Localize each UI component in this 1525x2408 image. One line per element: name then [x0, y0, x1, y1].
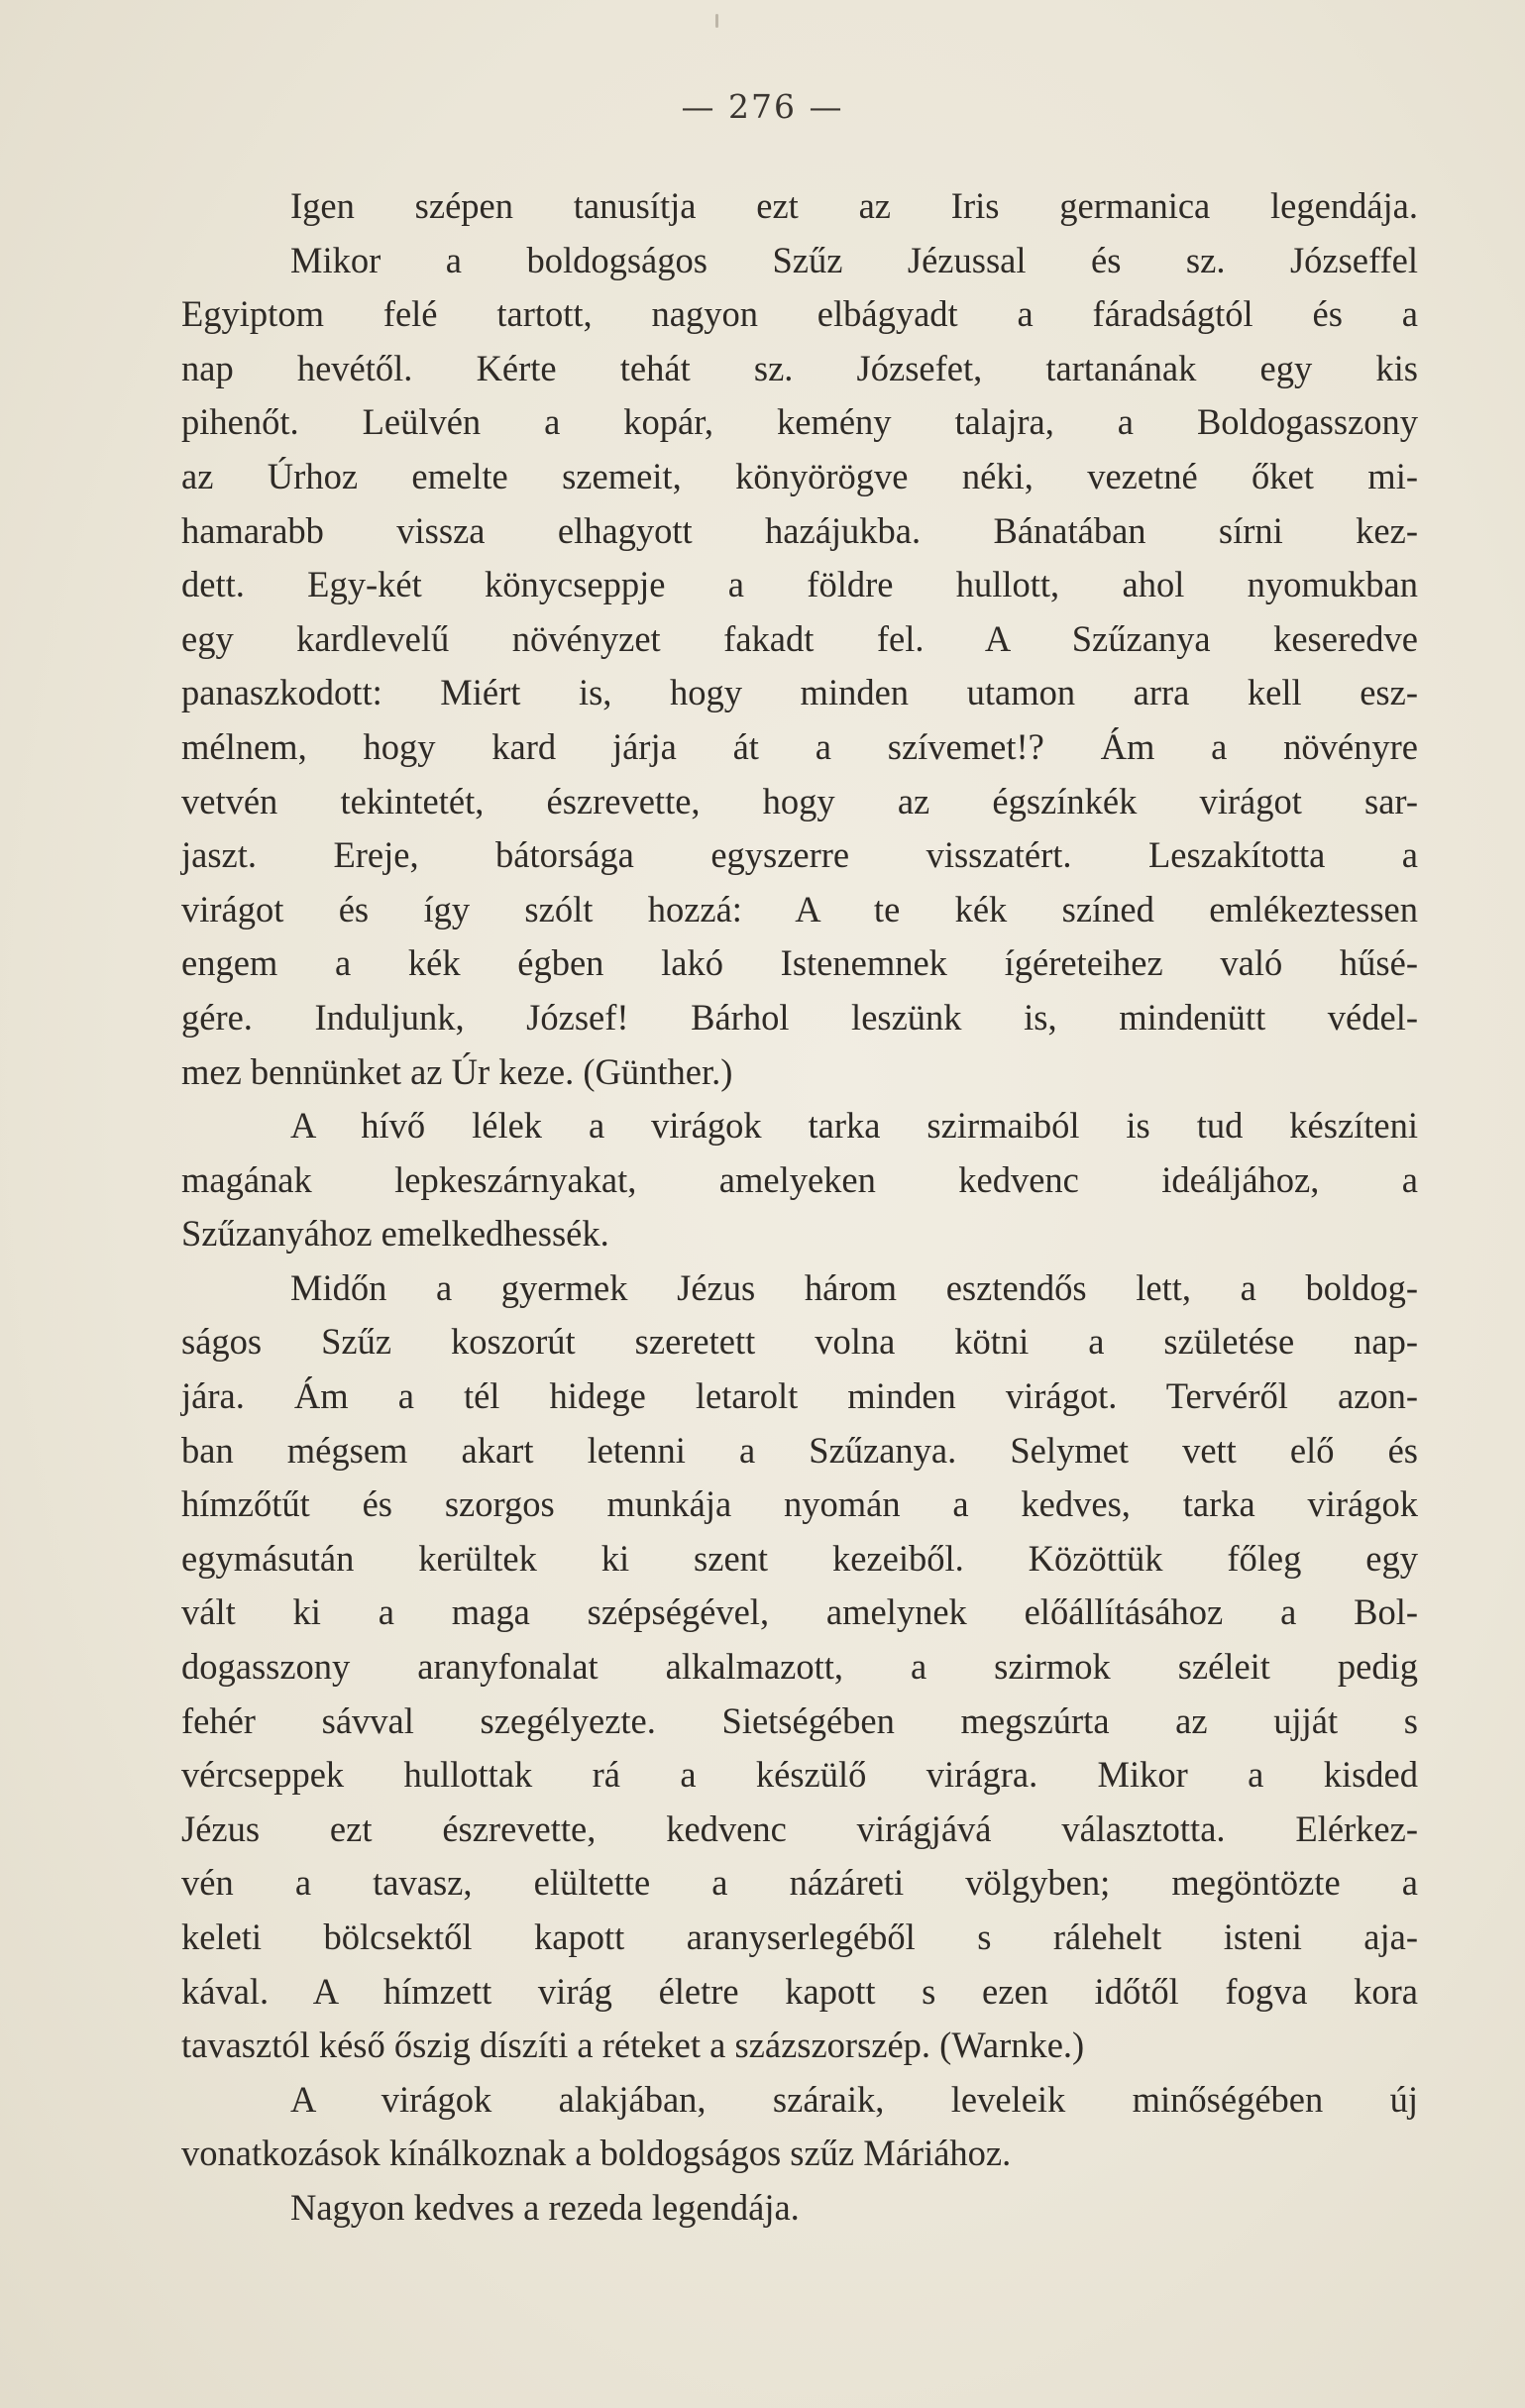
text-line: nap hevétől. Kérte tehát sz. Józsefet, tartanának egy kis — [181, 347, 1418, 388]
text-line: hímzőtűt és szorgos munkája nyomán a kedves, tarka virágok — [181, 1483, 1418, 1525]
text-line: Igen szépen tanusítja ezt az Iris germanica legendája. — [290, 185, 1418, 226]
text-line: virágot és így szólt hozzá: A te kék színed emlékeztessen — [181, 888, 1418, 930]
text-line: fehér sávval szegélyezte. Sietségében megszúrta az ujját s — [181, 1699, 1418, 1741]
body-text — [181, 179, 1418, 2236]
text-line: Egyiptom felé tartott, nagyon elbágyadt a fáradságtól és a — [181, 293, 1418, 335]
text-line: panaszkodott: Miért is, hogy minden utamon arra kell esz- — [181, 672, 1418, 713]
text-line: dett. Egy-két könycseppje a földre hullott, ahol nyomukban — [181, 564, 1418, 605]
text-line: hamarabb vissza elhagyott hazájukba. Bánatában sírni kez- — [181, 509, 1418, 551]
text-line: az Úrhoz emelte szemeit, könyörögve néki, vezetné őket mi- — [181, 455, 1418, 496]
text-line: engem a kék égben lakó Istenemnek ígéreteihez való hűsé- — [181, 942, 1418, 984]
text-line: tavasztól késő őszig díszíti a réteket a százszorszép. (Warnke.) — [181, 2025, 1085, 2066]
text-line: vált ki a maga szépségével, amelynek előállításához a Bol- — [181, 1591, 1418, 1633]
text-line: A hívő lélek a virágok tarka szirmaiból is tud készíteni — [290, 1105, 1418, 1147]
page-number: — 276 — — [681, 87, 844, 126]
text-line: Nagyon kedves a rezeda legendája. — [290, 2186, 800, 2228]
text-line: keleti bölcsektől kapott aranyserlegéből s rálehelt isteni aja- — [181, 1916, 1418, 1957]
text-line: egymásután kerültek ki szent kezeiből. Közöttük főleg egy — [181, 1537, 1418, 1579]
text-line: pihenőt. Leülvén a kopár, kemény talajra, a Boldogasszony — [181, 401, 1418, 443]
text-line: vonatkozások kínálkoznak a boldogságos szűz Máriához. — [181, 2133, 1012, 2174]
text-line: Midőn a gyermek Jézus három esztendős lett, a boldog- — [290, 1266, 1418, 1308]
text-line: Mikor a boldogságos Szűz Jézussal és sz. Józseffel — [290, 239, 1418, 280]
text-line: kával. A hímzett virág életre kapott s ezen időtől fogva kora — [181, 1970, 1418, 2012]
text-line: magának lepkeszárnyakat, amelyeken kedvenc ideáljához, a — [181, 1158, 1418, 1200]
text-line: ságos Szűz koszorút szeretett volna kötni a születése nap- — [181, 1321, 1418, 1363]
text-line: vércseppek hullottak rá a készülő virágra. Mikor a kisded — [181, 1754, 1418, 1796]
text-line: gére. Induljunk, József! Bárhol leszünk is, mindenütt védel- — [181, 996, 1418, 1038]
text-line: egy kardlevelű növényzet fakadt fel. A Szűzanya keseredve — [181, 617, 1418, 659]
text-line: jára. Ám a tél hidege letarolt minden virágot. Tervéről azon- — [181, 1375, 1418, 1417]
text-line: A virágok alakjában, száraik, leveleik minőségében új — [290, 2078, 1418, 2120]
text-line: ban mégsem akart letenni a Szűzanya. Selymet vett elő és — [181, 1429, 1418, 1471]
text-line: Jézus ezt észrevette, kedvenc virágjává választotta. Elérkez- — [181, 1807, 1418, 1849]
text-line: jaszt. Ereje, bátorsága egyszerre visszatért. Leszakította a — [181, 834, 1418, 876]
text-line: mez bennünket az Úr keze. (Günther.) — [181, 1050, 733, 1092]
text-line: vetvén tekintetét, észrevette, hogy az égszínkék virágot sar- — [181, 780, 1418, 821]
text-line: dogasszony aranyfonalat alkalmazott, a szirmok széleit pedig — [181, 1646, 1418, 1688]
text-line: Szűzanyához emelkedhessék. — [181, 1213, 609, 1255]
text-line: vén a tavasz, elültette a názáreti völgyben; megöntözte a — [181, 1862, 1418, 1904]
text-line: mélnem, hogy kard járja át a szívemet!? Ám a növényre — [181, 725, 1418, 767]
paper-speck — [715, 14, 718, 28]
